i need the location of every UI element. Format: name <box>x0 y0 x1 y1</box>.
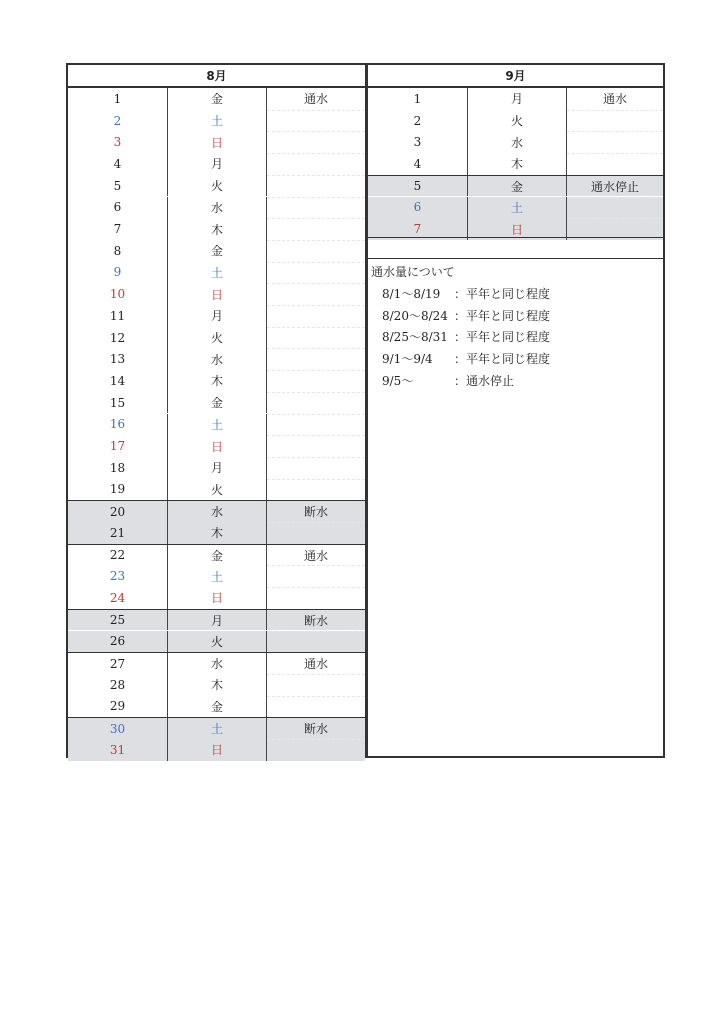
note-text: ：平年と同じ程度 <box>454 287 551 301</box>
status <box>267 739 365 761</box>
day-number: 23 <box>68 565 168 587</box>
september-row <box>368 131 663 153</box>
status <box>267 414 365 436</box>
status <box>267 696 365 718</box>
august-row <box>68 435 365 457</box>
status <box>267 153 365 175</box>
status <box>267 522 365 544</box>
weekday: 日 <box>168 739 267 761</box>
weekday: 土 <box>168 718 267 739</box>
day-number: 29 <box>68 696 168 718</box>
status <box>267 262 365 284</box>
weekday: 木 <box>168 522 267 544</box>
august-row <box>68 327 365 349</box>
weekday: 金 <box>468 176 567 197</box>
status <box>267 348 365 370</box>
status <box>267 175 365 197</box>
status: 通水停止 <box>590 179 639 194</box>
status <box>567 110 663 132</box>
note-text: ：平年と同じ程度 <box>454 330 551 345</box>
august-row <box>68 587 365 609</box>
weekday: 土 <box>468 197 567 219</box>
weekday: 月 <box>468 88 567 110</box>
note-item <box>382 307 550 324</box>
weekday: 土 <box>168 110 267 132</box>
day-number: 4 <box>68 153 168 175</box>
status <box>267 283 365 305</box>
day-number: 6 <box>368 197 468 219</box>
day-number: 30 <box>68 718 168 739</box>
day-number: 3 <box>68 131 168 153</box>
august-row <box>68 197 365 219</box>
september-row <box>368 88 663 110</box>
notes-title: 通水量について <box>371 265 455 279</box>
status <box>267 392 365 414</box>
september-header: 9月 <box>368 65 663 88</box>
weekday: 土 <box>168 565 267 587</box>
august-row <box>68 110 365 132</box>
august-row <box>68 240 365 262</box>
note-text: ：平年と同じ程度 <box>454 308 551 323</box>
status <box>567 131 663 153</box>
august-row <box>68 500 365 522</box>
day-number: 5 <box>68 175 168 197</box>
note-range: 8/1～8/19 <box>382 287 441 301</box>
day-number: 7 <box>68 218 168 240</box>
day-number: 31 <box>68 739 168 761</box>
september-table <box>366 63 665 758</box>
day-number: 13 <box>68 348 168 370</box>
august-row <box>68 392 365 414</box>
day-number: 12 <box>68 327 168 349</box>
day-number: 3 <box>368 131 468 153</box>
weekday: 金 <box>168 696 267 718</box>
august-row <box>68 283 365 305</box>
day-number: 28 <box>68 674 168 696</box>
day-number: 24 <box>68 587 168 609</box>
day-number: 19 <box>68 479 168 501</box>
note-item <box>382 372 514 389</box>
status <box>267 197 365 219</box>
notes-panel <box>368 258 663 756</box>
day-number: 15 <box>68 392 168 414</box>
day-number: 16 <box>68 414 168 436</box>
day-number: 4 <box>368 153 468 175</box>
note-item <box>382 350 550 367</box>
status <box>267 370 365 392</box>
weekday: 月 <box>168 610 267 631</box>
august-row <box>68 348 365 370</box>
status <box>567 197 663 219</box>
august-row <box>68 522 365 544</box>
weekday: 金 <box>168 88 267 110</box>
august-row <box>68 175 365 197</box>
august-row <box>68 414 365 436</box>
note-item <box>382 285 550 302</box>
august-row <box>68 544 365 566</box>
august-row <box>68 305 365 327</box>
weekday: 日 <box>168 131 267 153</box>
status <box>267 110 365 132</box>
weekday: 月 <box>168 457 267 479</box>
weekday: 金 <box>168 392 267 414</box>
day-number: 9 <box>68 262 168 284</box>
august-row <box>68 717 365 739</box>
day-number: 1 <box>368 88 468 110</box>
august-row <box>68 88 365 110</box>
august-row <box>68 674 365 696</box>
day-number: 5 <box>368 176 468 197</box>
day-number: 10 <box>68 283 168 305</box>
weekday: 日 <box>168 435 267 457</box>
day-number: 1 <box>68 88 168 110</box>
day-number: 22 <box>68 545 168 566</box>
day-number: 7 <box>368 218 468 240</box>
weekday: 木 <box>468 153 567 175</box>
september-row <box>368 110 663 132</box>
day-number: 26 <box>68 631 168 653</box>
august-header: 8月 <box>68 65 365 88</box>
status: 断水 <box>303 613 328 628</box>
weekday: 水 <box>168 348 267 370</box>
weekday: 火 <box>168 479 267 501</box>
august-table <box>66 63 367 758</box>
status: 通水 <box>303 657 328 672</box>
status <box>267 565 365 587</box>
weekday: 水 <box>468 131 567 153</box>
note-range: 8/25～8/31 <box>382 330 448 345</box>
weekday: 金 <box>168 545 267 566</box>
august-row <box>68 739 365 761</box>
status <box>267 674 365 696</box>
separator-row <box>368 237 663 259</box>
august-row <box>68 457 365 479</box>
weekday: 土 <box>168 262 267 284</box>
weekday: 日 <box>168 283 267 305</box>
weekday: 火 <box>168 327 267 349</box>
day-number: 8 <box>68 240 168 262</box>
weekday: 日 <box>168 587 267 609</box>
day-number: 17 <box>68 435 168 457</box>
weekday: 水 <box>168 501 267 522</box>
weekday: 月 <box>168 305 267 327</box>
weekday: 月 <box>168 153 267 175</box>
september-row <box>368 153 663 175</box>
weekday: 木 <box>168 370 267 392</box>
weekday: 木 <box>168 674 267 696</box>
status <box>267 327 365 349</box>
status <box>267 631 365 653</box>
status: 断水 <box>303 505 328 520</box>
day-number: 14 <box>68 370 168 392</box>
day-number: 6 <box>68 197 168 219</box>
september-row <box>368 197 663 219</box>
august-row <box>68 652 365 674</box>
status: 通水 <box>303 92 328 107</box>
weekday: 日 <box>468 218 567 240</box>
september-row <box>368 175 663 197</box>
weekday: 土 <box>168 414 267 436</box>
august-row <box>68 218 365 240</box>
note-range: 8/20～8/24 <box>382 308 448 323</box>
august-row <box>68 565 365 587</box>
day-number: 18 <box>68 457 168 479</box>
day-number: 2 <box>68 110 168 132</box>
august-row <box>68 153 365 175</box>
weekday: 金 <box>168 240 267 262</box>
status <box>267 305 365 327</box>
weekday: 木 <box>168 218 267 240</box>
day-number: 2 <box>368 110 468 132</box>
august-row <box>68 131 365 153</box>
weekday: 火 <box>468 110 567 132</box>
note-item <box>382 328 550 345</box>
day-number: 25 <box>68 610 168 631</box>
status <box>267 131 365 153</box>
note-range: 9/5～ <box>382 373 414 388</box>
august-row <box>68 370 365 392</box>
status <box>567 153 663 175</box>
status <box>267 218 365 240</box>
day-number: 20 <box>68 501 168 522</box>
august-row <box>68 696 365 718</box>
status: 断水 <box>303 722 328 737</box>
note-text: ：通水停止 <box>454 373 515 388</box>
day-number: 27 <box>68 653 168 674</box>
august-row <box>68 609 365 631</box>
weekday: 水 <box>168 653 267 674</box>
status <box>267 457 365 479</box>
status: 通水 <box>602 92 627 107</box>
day-number: 21 <box>68 522 168 544</box>
status <box>267 479 365 501</box>
weekday: 火 <box>168 175 267 197</box>
weekday: 火 <box>168 631 267 653</box>
status: 通水 <box>303 548 328 563</box>
status <box>267 240 365 262</box>
august-row <box>68 631 365 653</box>
august-row <box>68 479 365 501</box>
note-text: ：平年と同じ程度 <box>454 352 551 367</box>
note-range: 9/1～9/4 <box>382 352 433 367</box>
status <box>267 435 365 457</box>
august-row <box>68 262 365 284</box>
status <box>267 587 365 609</box>
weekday: 水 <box>168 197 267 219</box>
day-number: 11 <box>68 305 168 327</box>
